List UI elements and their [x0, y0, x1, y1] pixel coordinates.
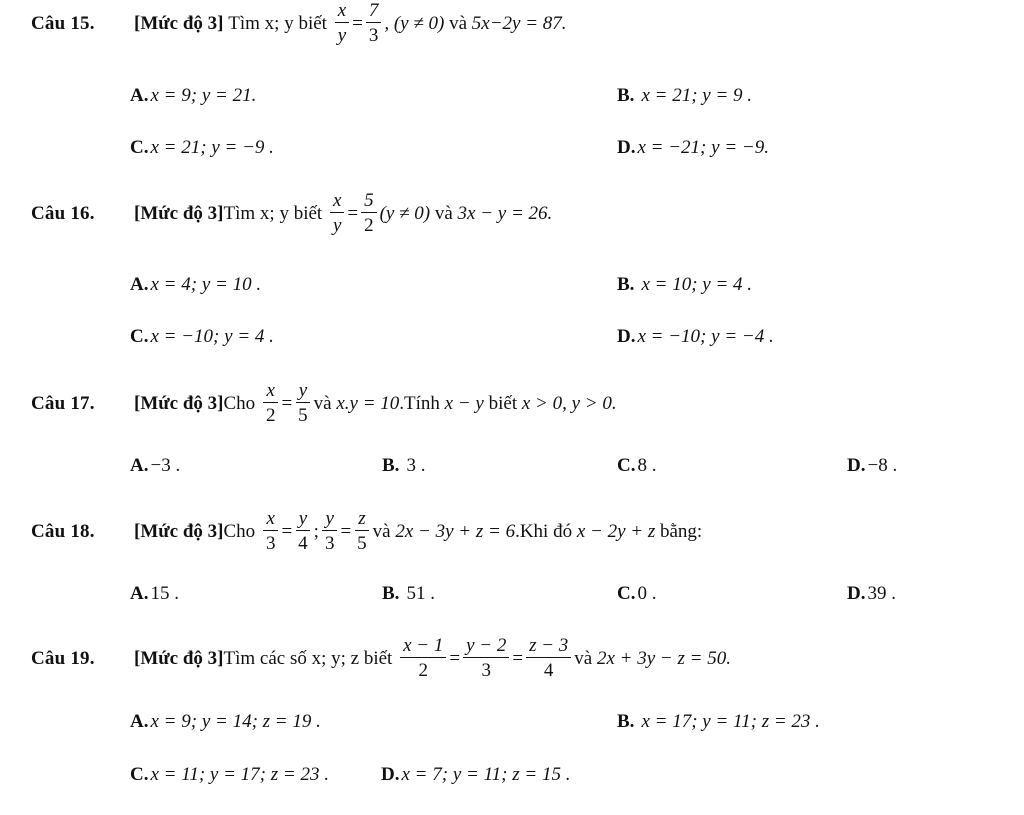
- question-lead: Tìm x; y biết: [228, 12, 327, 34]
- option-c[interactable]: C. x = 11; y = 17; z = 23 .: [130, 763, 329, 785]
- equation: 5x−2y = 87.: [471, 12, 567, 34]
- option-c[interactable]: C. x = −10; y = 4 .: [130, 325, 274, 347]
- fraction-z-minus-3-over-4: $\frac{z - 3}{4}$: [526, 636, 571, 680]
- condition: (y ≠ 0): [379, 202, 431, 224]
- option-d[interactable]: D. x = 7; y = 11; z = 15 .: [381, 763, 571, 785]
- option-c[interactable]: C. x = 21; y = −9 .: [130, 136, 274, 158]
- option-a[interactable]: A. 15 .: [130, 582, 179, 604]
- options-row: [0, 127, 1024, 167]
- option-a[interactable]: A. x = 9; y = 21.: [130, 84, 257, 106]
- option-b[interactable]: B. x = 21; y = 9 .: [617, 84, 753, 106]
- option-a[interactable]: A. x = 9; y = 14; z = 19 .: [130, 710, 321, 732]
- option-d[interactable]: D. x = −10; y = −4 .: [617, 325, 774, 347]
- question-label: Câu 15.: [31, 12, 95, 34]
- option-d[interactable]: D. 39 .: [847, 582, 896, 604]
- difficulty-level: [Mức độ 3]: [134, 392, 224, 414]
- options-row: [0, 701, 1024, 741]
- question-label: Câu 18.: [31, 520, 95, 542]
- product-equation: x.y = 10: [336, 392, 400, 414]
- difficulty-level: [Mức độ 3]: [134, 520, 224, 542]
- fraction-y-minus-2-over-3: $\frac{y - 2}{3}$: [463, 636, 509, 680]
- fraction-7-over-3: $\frac{7}{3}$: [366, 1, 382, 45]
- fraction-x-over-y: $\frac{x}{y}$: [330, 191, 344, 235]
- question-16: Câu 16. [Mức độ 3] Tìm x; y biết $\frac{x}{y}$ = $\frac{5}{2}$ (y ≠ 0) và 3x − y = 26.: [31, 190, 553, 236]
- linear-equation: 2x − 3y + z = 6: [395, 520, 516, 542]
- question-15: Câu 15. [Mức độ 3] Tìm x; y biết $\frac{x}{y}$ = $\frac{7}{3}$ , (y ≠ 0) và 5x−2y = 87.: [31, 0, 567, 46]
- equation: 3x − y = 26.: [457, 202, 553, 224]
- option-d[interactable]: D. x = −21; y = −9.: [617, 136, 769, 158]
- fraction-x-over-3: $\frac{x}{3}$: [263, 509, 279, 553]
- question-lead: Tìm các số x; y; z biết: [223, 647, 393, 669]
- fraction-5-over-2: $\frac{5}{2}$: [361, 191, 377, 235]
- options-row: [0, 316, 1024, 356]
- question-lead: Tìm x; y biết: [223, 202, 323, 224]
- option-d[interactable]: D. −8 .: [847, 454, 898, 476]
- question-19: Câu 19. [Mức độ 3] Tìm các số x; y; z biết $\frac{x - 1}{2}$ = $\frac{y - 2}{3}$ = $\frac{z - 3}{4}$ và 2x + 3y − z = 50.: [31, 635, 731, 681]
- option-b[interactable]: B. x = 10; y = 4 .: [617, 273, 753, 295]
- difficulty-level: [Mức độ 3]: [134, 647, 224, 669]
- option-c[interactable]: C. 8 .: [617, 454, 657, 476]
- question-label: Câu 19.: [31, 647, 95, 669]
- fraction-x-over-y: $\frac{x}{y}$: [335, 1, 349, 45]
- question-17: Câu 17. [Mức độ 3] Cho $\frac{x}{2}$ = $\frac{y}{5}$ và x.y = 10 .Tính x − y biết x > 0, y > 0.: [31, 380, 617, 426]
- option-b[interactable]: B. 51 .: [382, 582, 435, 604]
- question-label: Câu 16.: [31, 202, 95, 224]
- fraction-x-over-2: $\frac{x}{2}$: [263, 381, 279, 425]
- question-lead: Cho: [223, 520, 256, 542]
- fraction-x-minus-1-over-2: $\frac{x - 1}{2}$: [400, 636, 446, 680]
- question-label: Câu 17.: [31, 392, 95, 414]
- condition: x > 0, y > 0.: [521, 392, 617, 414]
- option-a[interactable]: A. x = 4; y = 10 .: [130, 273, 262, 295]
- options-row: [0, 264, 1024, 304]
- fraction-y-over-5: $\frac{y}{5}$: [295, 381, 311, 425]
- target-expression: x − y: [444, 392, 484, 414]
- fraction-y-over-3: $\frac{y}{3}$: [322, 509, 338, 553]
- option-b[interactable]: B. x = 17; y = 11; z = 23 .: [617, 710, 820, 732]
- options-row: [0, 75, 1024, 115]
- condition: , (y ≠ 0): [384, 12, 445, 34]
- difficulty-level: [Mức độ 3]: [134, 12, 224, 34]
- difficulty-level: [Mức độ 3]: [134, 202, 224, 224]
- options-row: [0, 573, 1024, 613]
- question-18: Câu 18. [Mức độ 3] Cho $\frac{x}{3}$ = $\frac{y}{4}$ ; $\frac{y}{3}$ = $\frac{z}{5}$ và 2x − 3y + z = 6 .Khi đó x − 2y + z bằng:: [31, 508, 703, 554]
- options-row: [0, 754, 1024, 794]
- question-lead: Cho: [223, 392, 256, 414]
- options-row: [0, 445, 1024, 485]
- fraction-z-over-5: $\frac{z}{5}$: [357, 508, 367, 554]
- fraction-y-over-4: $\frac{y}{4}$: [295, 509, 311, 553]
- option-b[interactable]: B. 3 .: [382, 454, 426, 476]
- target-expression: x − 2y + z: [576, 520, 656, 542]
- option-a[interactable]: A. −3 .: [130, 454, 181, 476]
- linear-equation: 2x + 3y − z = 50.: [596, 647, 731, 669]
- option-c[interactable]: C. 0 .: [617, 582, 657, 604]
